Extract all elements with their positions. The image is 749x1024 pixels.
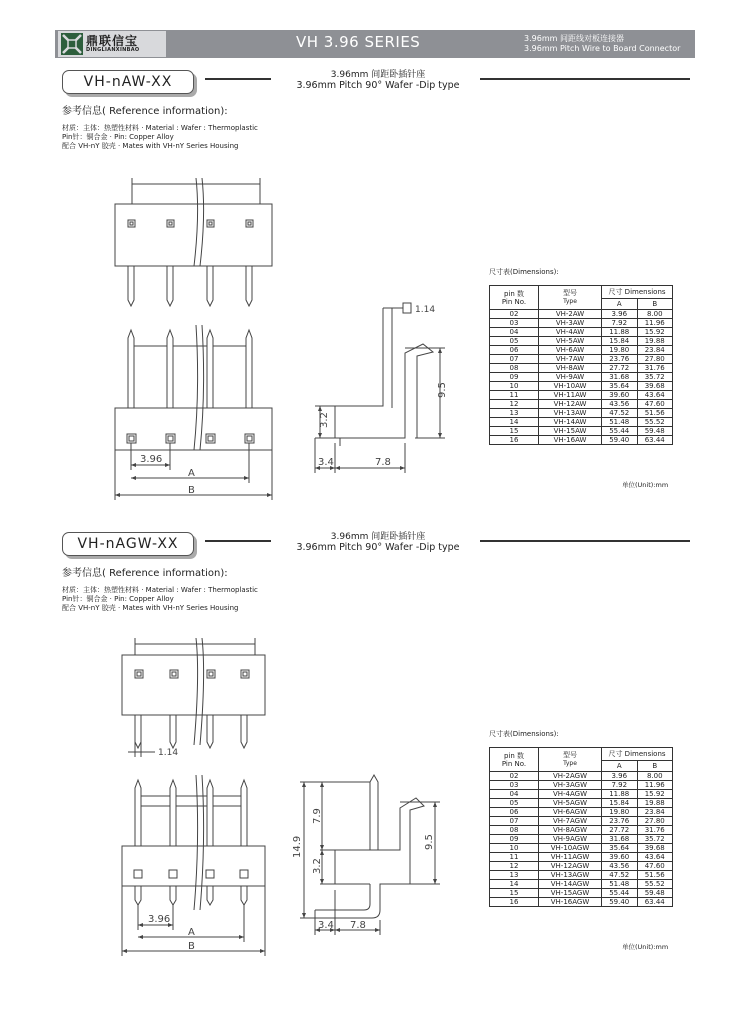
cell-pin-count: 13 xyxy=(490,409,539,418)
table-row xyxy=(490,418,673,427)
table-header-row xyxy=(490,286,673,299)
cell-b: 47.60 xyxy=(637,862,673,871)
cell-pin-count: 04 xyxy=(490,328,539,337)
dim-h1-label: 9.5 xyxy=(437,382,448,398)
series-title: VH 3.96 SERIES xyxy=(296,33,421,51)
cell-type: VH-11AGW xyxy=(539,853,602,862)
table-row xyxy=(490,310,673,319)
cell-b: 43.64 xyxy=(637,853,673,862)
dim-w1-label: 3.4 xyxy=(318,457,334,468)
cell-a: 43.56 xyxy=(602,862,638,871)
cell-a: 19.80 xyxy=(602,346,638,355)
cell-pin-count: 13 xyxy=(490,871,539,880)
table-header-row xyxy=(490,748,673,761)
cell-pin-count: 07 xyxy=(490,355,539,364)
cell-pin-count: 10 xyxy=(490,844,539,853)
table-row xyxy=(490,382,673,391)
top-view-drawing-1 xyxy=(100,170,300,320)
cell-a: 3.96 xyxy=(602,310,638,319)
cell-type: VH-11AW xyxy=(539,391,602,400)
cell-pin-count: 16 xyxy=(490,898,539,907)
cell-a: 27.72 xyxy=(602,826,638,835)
spec-line: 配合 VH-nY 胶壳 · Mates with VH-nY Series Housing xyxy=(62,142,239,150)
cell-b: 51.56 xyxy=(637,871,673,880)
cell-b: 11.96 xyxy=(637,319,673,328)
cell-type: VH-12AGW xyxy=(539,862,602,871)
cell-type: VH-4AW xyxy=(539,328,602,337)
table-row xyxy=(490,772,673,781)
cell-a: 27.72 xyxy=(602,364,638,373)
cell-b: 39.68 xyxy=(637,844,673,853)
spec-block-2 xyxy=(62,586,258,613)
cell-a: 23.76 xyxy=(602,817,638,826)
cell-a: 51.48 xyxy=(602,418,638,427)
table-row xyxy=(490,781,673,790)
cell-type: VH-6AW xyxy=(539,346,602,355)
front-view-drawing-2 xyxy=(100,770,300,960)
ref-title-2: 参考信息( Reference information): xyxy=(62,568,228,579)
logo-mark-icon xyxy=(61,33,83,55)
col-pin-text: pin 数 xyxy=(503,289,525,298)
spec-line: Pin针：铜合金 · Pin: Copper Alloy xyxy=(62,595,174,603)
dim-h4-label: 7.9 xyxy=(312,808,323,824)
cell-a: 3.96 xyxy=(602,772,638,781)
cell-pin-count: 08 xyxy=(490,826,539,835)
cell-a: 11.88 xyxy=(602,790,638,799)
cell-b: 15.92 xyxy=(637,328,673,337)
cell-pin-count: 16 xyxy=(490,436,539,445)
dim-pin-label: 1.14 xyxy=(415,305,436,315)
spec-line: 配合 VH-nY 胶壳 · Mates with VH-nY Series Housing xyxy=(62,604,239,612)
cell-pin-count: 11 xyxy=(490,391,539,400)
cell-a: 47.52 xyxy=(602,871,638,880)
cell-type: VH-9AW xyxy=(539,373,602,382)
header-subtitle-cn: 3.96mm 间距线对板连接器 xyxy=(524,34,624,43)
cell-pin-count: 03 xyxy=(490,781,539,790)
col-b-header: B xyxy=(637,299,673,310)
table-row xyxy=(490,427,673,436)
cell-type: VH-15AW xyxy=(539,427,602,436)
col-type-en-text: Type xyxy=(563,760,577,767)
cell-b: 23.84 xyxy=(637,808,673,817)
side-view-drawing-1 xyxy=(295,298,470,478)
unit-label-1: 单位(Unit):mm xyxy=(622,481,669,489)
table-row xyxy=(490,898,673,907)
cell-type: VH-15AGW xyxy=(539,889,602,898)
cell-type: VH-13AW xyxy=(539,409,602,418)
dim-a-label: A xyxy=(188,927,195,938)
cell-pin-count: 15 xyxy=(490,889,539,898)
table-row xyxy=(490,319,673,328)
cell-type: VH-2AW xyxy=(539,310,602,319)
cell-b: 31.76 xyxy=(637,826,673,835)
cell-b: 15.92 xyxy=(637,790,673,799)
dim-table-2 xyxy=(489,747,673,907)
table-row xyxy=(490,808,673,817)
table-row xyxy=(490,862,673,871)
dim-table-1 xyxy=(489,285,673,445)
col-type-header xyxy=(539,748,602,772)
spec-line: Pin针：铜合金 · Pin: Copper Alloy xyxy=(62,133,174,141)
cell-a: 43.56 xyxy=(602,400,638,409)
cell-type: VH-16AW xyxy=(539,436,602,445)
cell-type: VH-10AGW xyxy=(539,844,602,853)
dim-h2-label: 3.2 xyxy=(319,412,330,428)
cell-b: 43.64 xyxy=(637,391,673,400)
table-row xyxy=(490,400,673,409)
cell-type: VH-14AGW xyxy=(539,880,602,889)
cell-a: 59.40 xyxy=(602,898,638,907)
table-row xyxy=(490,799,673,808)
col-b-header: B xyxy=(637,761,673,772)
cell-b: 51.56 xyxy=(637,409,673,418)
table-row xyxy=(490,373,673,382)
cell-pin-count: 14 xyxy=(490,418,539,427)
table-row xyxy=(490,328,673,337)
dim-b-label: B xyxy=(188,941,195,952)
col-pin-header xyxy=(490,286,539,310)
cell-b: 19.88 xyxy=(637,799,673,808)
dim-h2-label: 3.2 xyxy=(312,858,323,874)
cell-a: 59.40 xyxy=(602,436,638,445)
dim-table-title-1: 尺寸表(Dimensions): xyxy=(489,268,559,276)
col-dim-header: 尺寸 Dimensions xyxy=(602,748,673,761)
cell-a: 31.68 xyxy=(602,835,638,844)
header-subtitle-en: 3.96mm Pitch Wire to Board Connector xyxy=(524,44,681,53)
cell-a: 39.60 xyxy=(602,853,638,862)
cell-a: 55.44 xyxy=(602,427,638,436)
cell-pin-count: 05 xyxy=(490,799,539,808)
unit-label-2: 单位(Unit):mm xyxy=(622,943,669,951)
table-row xyxy=(490,889,673,898)
dim-h1-label: 9.5 xyxy=(424,834,435,850)
cell-a: 31.68 xyxy=(602,373,638,382)
cell-pin-count: 12 xyxy=(490,400,539,409)
dim-pin-label: 1.14 xyxy=(158,748,179,758)
cell-pin-count: 06 xyxy=(490,346,539,355)
table-row xyxy=(490,853,673,862)
section-title-en-2: 3.96mm Pitch 90° Wafer -Dip type xyxy=(296,542,460,553)
cell-type: VH-13AGW xyxy=(539,871,602,880)
cell-b: 27.80 xyxy=(637,817,673,826)
cell-pin-count: 15 xyxy=(490,427,539,436)
table-body xyxy=(490,310,673,445)
cell-type: VH-10AW xyxy=(539,382,602,391)
cell-a: 39.60 xyxy=(602,391,638,400)
col-pin-header xyxy=(490,748,539,772)
col-type-header xyxy=(539,286,602,310)
table-row xyxy=(490,436,673,445)
cell-b: 31.76 xyxy=(637,364,673,373)
divider-right-2 xyxy=(480,540,690,542)
table-row xyxy=(490,835,673,844)
cell-pin-count: 07 xyxy=(490,817,539,826)
cell-a: 7.92 xyxy=(602,319,638,328)
dim-pitch-label: 3.96 xyxy=(148,914,171,925)
side-view-drawing-2 xyxy=(290,770,470,940)
spec-line: 材质：主体：热塑性材料 · Material : Wafer : Thermoplastic xyxy=(62,586,258,594)
cell-b: 55.52 xyxy=(637,880,673,889)
col-pin-en-text: Pin No. xyxy=(501,297,527,306)
dim-pitch-label: 3.96 xyxy=(140,454,163,465)
cell-a: 19.80 xyxy=(602,808,638,817)
cell-b: 35.72 xyxy=(637,835,673,844)
table-row xyxy=(490,409,673,418)
table-row xyxy=(490,337,673,346)
ref-title-1: 参考信息( Reference information): xyxy=(62,106,228,117)
dim-w2-label: 7.8 xyxy=(350,920,366,931)
cell-a: 11.88 xyxy=(602,328,638,337)
table-body xyxy=(490,772,673,907)
cell-b: 8.00 xyxy=(637,772,673,781)
cell-b: 27.80 xyxy=(637,355,673,364)
dim-b-label: B xyxy=(188,485,195,496)
cell-b: 59.48 xyxy=(637,889,673,898)
cell-type: VH-7AW xyxy=(539,355,602,364)
model-badge-2: VH-nAGW-XX xyxy=(62,532,194,556)
cell-pin-count: 14 xyxy=(490,880,539,889)
cell-pin-count: 11 xyxy=(490,853,539,862)
cell-a: 47.52 xyxy=(602,409,638,418)
cell-pin-count: 03 xyxy=(490,319,539,328)
cell-a: 35.64 xyxy=(602,382,638,391)
table-row xyxy=(490,844,673,853)
dim-w1-label: 3.4 xyxy=(318,920,334,931)
cell-b: 47.60 xyxy=(637,400,673,409)
dim-a-label: A xyxy=(188,468,195,479)
cell-b: 59.48 xyxy=(637,427,673,436)
cell-pin-count: 02 xyxy=(490,310,539,319)
table-row xyxy=(490,391,673,400)
cell-a: 51.48 xyxy=(602,880,638,889)
cell-b: 39.68 xyxy=(637,382,673,391)
cell-a: 15.84 xyxy=(602,799,638,808)
top-view-drawing-2 xyxy=(100,630,300,765)
cell-type: VH-5AW xyxy=(539,337,602,346)
cell-pin-count: 02 xyxy=(490,772,539,781)
spec-block-1 xyxy=(62,124,258,151)
cell-type: VH-6AGW xyxy=(539,808,602,817)
cell-type: VH-3AGW xyxy=(539,781,602,790)
divider-right-1 xyxy=(480,78,690,80)
logo-text-cn: 鼎联信宝 xyxy=(86,34,139,48)
cell-type: VH-5AGW xyxy=(539,799,602,808)
table-row xyxy=(490,826,673,835)
cell-pin-count: 10 xyxy=(490,382,539,391)
dim-w2-label: 7.8 xyxy=(375,457,391,468)
table-row xyxy=(490,817,673,826)
cell-type: VH-2AGW xyxy=(539,772,602,781)
col-pin-text: pin 数 xyxy=(503,751,525,760)
cell-a: 23.76 xyxy=(602,355,638,364)
table-row xyxy=(490,871,673,880)
cell-pin-count: 09 xyxy=(490,835,539,844)
col-a-header: A xyxy=(602,761,638,772)
cell-a: 55.44 xyxy=(602,889,638,898)
cell-type: VH-7AGW xyxy=(539,817,602,826)
cell-type: VH-12AW xyxy=(539,400,602,409)
cell-a: 35.64 xyxy=(602,844,638,853)
cell-type: VH-14AW xyxy=(539,418,602,427)
table-row xyxy=(490,355,673,364)
col-pin-en-text: Pin No. xyxy=(501,759,527,768)
col-dim-header: 尺寸 Dimensions xyxy=(602,286,673,299)
dim-table-title-2: 尺寸表(Dimensions): xyxy=(489,730,559,738)
cell-type: VH-8AGW xyxy=(539,826,602,835)
cell-b: 11.96 xyxy=(637,781,673,790)
cell-pin-count: 09 xyxy=(490,373,539,382)
front-view-drawing-1 xyxy=(100,320,300,505)
cell-b: 55.52 xyxy=(637,418,673,427)
table-row xyxy=(490,790,673,799)
cell-a: 7.92 xyxy=(602,781,638,790)
section-title-cn-1: 3.96mm 间距卧插针座 xyxy=(330,70,426,80)
section-title-cn-2: 3.96mm 间距卧插针座 xyxy=(330,532,426,542)
col-type-en-text: Type xyxy=(563,298,577,305)
cell-b: 19.88 xyxy=(637,337,673,346)
col-a-header: A xyxy=(602,299,638,310)
cell-pin-count: 05 xyxy=(490,337,539,346)
logo-text-en: DINGLIANXINBAO xyxy=(86,47,140,53)
col-type-text: 型号 xyxy=(563,751,577,759)
cell-pin-count: 04 xyxy=(490,790,539,799)
spec-line: 材质：主体：热塑性材料 · Material : Wafer : Thermoplastic xyxy=(62,124,258,132)
cell-b: 63.44 xyxy=(637,898,673,907)
cell-b: 63.44 xyxy=(637,436,673,445)
cell-type: VH-9AGW xyxy=(539,835,602,844)
cell-type: VH-3AW xyxy=(539,319,602,328)
cell-type: VH-16AGW xyxy=(539,898,602,907)
cell-pin-count: 08 xyxy=(490,364,539,373)
cell-a: 15.84 xyxy=(602,337,638,346)
cell-b: 8.00 xyxy=(637,310,673,319)
model-badge-1: VH-nAW-XX xyxy=(62,70,194,94)
cell-type: VH-4AGW xyxy=(539,790,602,799)
table-row xyxy=(490,880,673,889)
dim-h3-label: 14.9 xyxy=(292,835,303,858)
cell-pin-count: 06 xyxy=(490,808,539,817)
cell-b: 23.84 xyxy=(637,346,673,355)
section-title-en-1: 3.96mm Pitch 90° Wafer -Dip type xyxy=(296,80,460,91)
cell-b: 35.72 xyxy=(637,373,673,382)
cell-pin-count: 12 xyxy=(490,862,539,871)
col-type-text: 型号 xyxy=(563,289,577,297)
table-row xyxy=(490,364,673,373)
table-row xyxy=(490,346,673,355)
cell-type: VH-8AW xyxy=(539,364,602,373)
